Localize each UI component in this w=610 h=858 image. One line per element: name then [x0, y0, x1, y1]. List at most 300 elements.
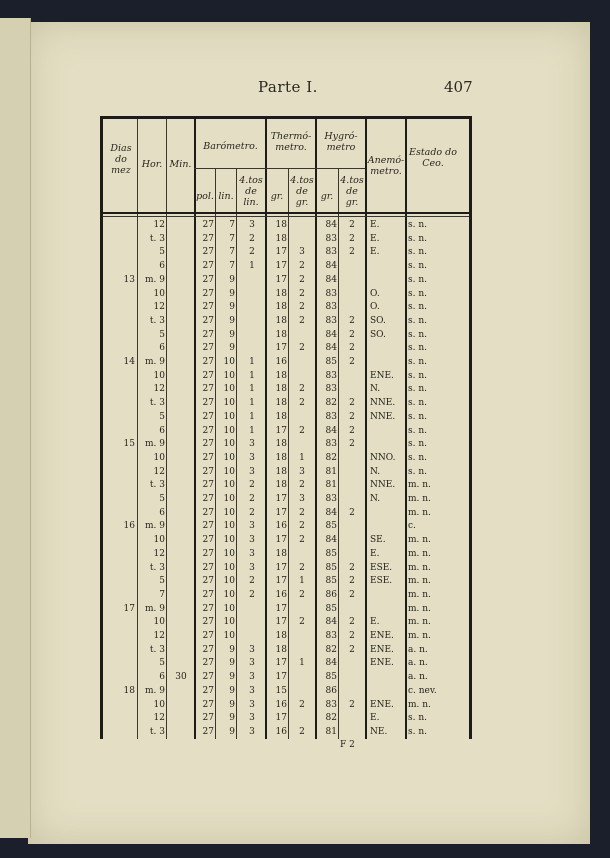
row-pol: 27: [202, 384, 214, 395]
row-hour: t. 3: [149, 562, 165, 573]
row-quartos-lin: 3: [249, 685, 255, 696]
row-hygro-quartos: 2: [349, 631, 355, 641]
subheader-gr-thermo: gr.: [270, 191, 284, 202]
row-thermo-gr: 18: [275, 288, 287, 299]
row-hygro-quartos: 2: [349, 425, 355, 436]
row-lin: 7: [229, 220, 235, 230]
row-thermo-gr: 17: [275, 617, 287, 628]
page-number: 407: [444, 78, 473, 96]
row-pol: 27: [202, 261, 214, 272]
row-quartos-lin: 2: [249, 480, 255, 491]
row-thermo-gr: 17: [275, 425, 287, 436]
row-quartos-lin: 3: [249, 439, 255, 450]
row-thermo-gr: 17: [275, 713, 287, 724]
row-thermo-quartos: 3: [299, 494, 305, 504]
row-hour: 6: [159, 343, 165, 354]
row-sky: s. n.: [408, 302, 427, 313]
row-sky: m. n.: [408, 617, 431, 628]
row-thermo-quartos: 2: [299, 302, 305, 313]
row-quartos-lin: 2: [249, 247, 255, 258]
row-thermo-quartos: 2: [299, 507, 305, 518]
row-hour: t. 3: [149, 480, 165, 491]
row-thermo-quartos: 2: [299, 562, 305, 573]
row-hour: m. 9: [145, 603, 165, 614]
row-pol: 27: [202, 576, 214, 587]
running-title: Parte I.: [258, 78, 318, 96]
row-hygro-gr: 85: [325, 672, 337, 683]
row-thermo-gr: 17: [275, 274, 287, 285]
row-sky: s. n.: [408, 398, 427, 409]
row-hour: 5: [159, 576, 165, 587]
row-quartos-lin: 2: [249, 589, 255, 600]
row-quartos-lin: 1: [249, 357, 255, 367]
row-sky: s. n.: [408, 466, 427, 477]
row-sky: s. n.: [408, 315, 427, 326]
row-pol: 27: [202, 439, 214, 450]
row-thermo-gr: 18: [275, 384, 287, 395]
row-quartos-lin: 3: [249, 521, 255, 532]
row-thermo-quartos: 1: [299, 452, 305, 463]
row-hygro-gr: 83: [325, 315, 337, 326]
row-pol: 27: [202, 548, 214, 559]
row-thermo-quartos: 2: [299, 288, 305, 299]
row-wind: NNE.: [370, 398, 396, 409]
row-thermo-gr: 17: [275, 672, 287, 683]
row-lin: 9: [229, 329, 235, 340]
row-thermo-quartos: 2: [299, 521, 305, 532]
row-thermo-gr: 18: [275, 315, 287, 326]
row-lin: 10: [223, 535, 235, 546]
weather-table: [100, 116, 472, 739]
row-lin: 10: [223, 589, 235, 600]
row-quartos-lin: 2: [249, 507, 255, 518]
row-lin: 9: [229, 274, 235, 285]
row-wind: ENE.: [370, 658, 394, 669]
row-sky: c.: [408, 521, 416, 532]
row-hour: 10: [153, 452, 165, 463]
row-sky: s. n.: [408, 288, 427, 299]
row-lin: 9: [229, 672, 235, 683]
row-hour: 5: [159, 411, 165, 422]
row-hygro-gr: 83: [325, 302, 337, 313]
row-pol: 27: [202, 466, 214, 477]
row-thermo-gr: 17: [275, 535, 287, 546]
row-lin: 9: [229, 685, 235, 696]
row-thermo-quartos: 2: [299, 384, 305, 395]
row-sky: a. n.: [408, 644, 428, 655]
row-wind: SO.: [370, 315, 386, 326]
row-hygro-quartos: 2: [349, 411, 355, 422]
row-hour: 12: [153, 384, 165, 395]
row-hygro-gr: 84: [325, 425, 337, 436]
rule: [103, 212, 469, 214]
row-quartos-lin: 3: [249, 562, 255, 573]
row-pol: 27: [202, 247, 214, 258]
row-minute: 30: [175, 672, 187, 683]
header-hor: Hor.: [141, 159, 163, 170]
rule: [103, 216, 469, 217]
row-wind: O.: [370, 288, 380, 299]
row-lin: 9: [229, 658, 235, 669]
row-wind: E.: [370, 220, 380, 230]
row-sky: s. n.: [408, 384, 427, 395]
row-wind: O.: [370, 302, 380, 313]
row-hour: t. 3: [149, 726, 165, 737]
row-thermo-gr: 17: [275, 562, 287, 573]
row-thermo-gr: 17: [275, 576, 287, 587]
header-dias: Dias do mez: [110, 143, 132, 176]
subheader-pol: pol.: [196, 191, 214, 202]
row-pol: 27: [202, 521, 214, 532]
row-thermo-gr: 15: [275, 685, 287, 696]
row-thermo-quartos: 2: [299, 274, 305, 285]
rule: [215, 169, 216, 739]
row-hygro-quartos: 2: [349, 398, 355, 409]
row-hygro-gr: 84: [325, 343, 337, 354]
row-pol: 27: [202, 343, 214, 354]
row-lin: 10: [223, 370, 235, 381]
row-quartos-lin: 3: [249, 644, 255, 655]
row-lin: 7: [229, 233, 235, 244]
row-hygro-gr: 84: [325, 274, 337, 285]
row-sky: s. n.: [408, 357, 427, 367]
row-quartos-lin: 2: [249, 494, 255, 504]
row-thermo-gr: 17: [275, 507, 287, 518]
row-sky: m. n.: [408, 480, 431, 491]
row-sky: m. n.: [408, 535, 431, 546]
row-thermo-gr: 17: [275, 343, 287, 354]
row-hour: 12: [153, 302, 165, 313]
row-sky: s. n.: [408, 452, 427, 463]
row-hour: 5: [159, 247, 165, 258]
row-day: 16: [123, 521, 135, 532]
row-hour: 10: [153, 617, 165, 628]
row-sky: m. n.: [408, 548, 431, 559]
row-hygro-quartos: 2: [349, 576, 355, 587]
rule: [338, 169, 339, 739]
row-hygro-quartos: 2: [349, 315, 355, 326]
row-hour: 12: [153, 466, 165, 477]
row-thermo-quartos: 2: [299, 480, 305, 491]
row-day: 13: [123, 274, 135, 285]
row-wind: E.: [370, 247, 380, 258]
row-hygro-gr: 83: [325, 384, 337, 395]
row-sky: s. n.: [408, 411, 427, 422]
row-pol: 27: [202, 589, 214, 600]
row-pol: 27: [202, 644, 214, 655]
row-thermo-quartos: 2: [299, 535, 305, 546]
row-hour: m. 9: [145, 685, 165, 696]
row-quartos-lin: 3: [249, 548, 255, 559]
row-hygro-gr: 84: [325, 261, 337, 272]
rule: [236, 169, 237, 739]
row-quartos-lin: 3: [249, 466, 255, 477]
row-hygro-quartos: 2: [349, 220, 355, 230]
row-thermo-gr: 16: [275, 357, 287, 367]
row-thermo-quartos: 2: [299, 617, 305, 628]
row-sky: a. n.: [408, 672, 428, 683]
row-hygro-quartos: 2: [349, 233, 355, 244]
row-hygro-gr: 83: [325, 288, 337, 299]
row-thermo-quartos: 3: [299, 466, 305, 477]
row-thermo-quartos: 1: [299, 576, 305, 587]
row-sky: m. n.: [408, 576, 431, 587]
row-wind: ESE.: [370, 562, 393, 573]
row-hygro-gr: 81: [325, 466, 337, 477]
row-hygro-gr: 85: [325, 548, 337, 559]
row-quartos-lin: 3: [249, 713, 255, 724]
row-lin: 10: [223, 357, 235, 367]
row-hour: t. 3: [149, 315, 165, 326]
printer-signature: F 2: [340, 740, 355, 750]
row-thermo-gr: 16: [275, 521, 287, 532]
row-hour: 10: [153, 535, 165, 546]
row-sky: s. n.: [408, 425, 427, 436]
row-thermo-quartos: 2: [299, 261, 305, 272]
row-hygro-quartos: 2: [349, 357, 355, 367]
row-hour: m. 9: [145, 274, 165, 285]
row-pol: 27: [202, 411, 214, 422]
row-hour: 5: [159, 658, 165, 669]
row-hygro-quartos: 2: [349, 247, 355, 258]
row-thermo-gr: 16: [275, 589, 287, 600]
row-lin: 10: [223, 521, 235, 532]
row-wind: ENE.: [370, 370, 394, 381]
row-lin: 10: [223, 507, 235, 518]
subheader-lin: lin.: [218, 191, 234, 202]
row-hour: t. 3: [149, 398, 165, 409]
row-thermo-quartos: 2: [299, 726, 305, 737]
row-lin: 9: [229, 343, 235, 354]
row-sky: s. n.: [408, 261, 427, 272]
row-sky: m. n.: [408, 494, 431, 504]
row-hour: 6: [159, 425, 165, 436]
row-quartos-lin: 3: [249, 672, 255, 683]
row-thermo-gr: 17: [275, 247, 287, 258]
row-thermo-quartos: 2: [299, 315, 305, 326]
row-wind: NNO.: [370, 452, 396, 463]
row-sky: s. n.: [408, 233, 427, 244]
subheader-quartos-lin: 4.tos de lin.: [239, 175, 263, 208]
row-hygro-gr: 81: [325, 480, 337, 491]
row-hygro-gr: 85: [325, 603, 337, 614]
row-lin: 9: [229, 726, 235, 737]
row-hour: 12: [153, 548, 165, 559]
row-lin: 10: [223, 425, 235, 436]
header-thermometro: Thermó- metro.: [270, 131, 312, 153]
row-hygro-gr: 81: [325, 726, 337, 737]
row-pol: 27: [202, 562, 214, 573]
row-quartos-lin: 1: [249, 398, 255, 409]
row-hour: 5: [159, 494, 165, 504]
row-hygro-gr: 85: [325, 562, 337, 573]
row-quartos-lin: 1: [249, 425, 255, 436]
row-pol: 27: [202, 726, 214, 737]
row-hour: 5: [159, 329, 165, 340]
row-quartos-lin: 1: [249, 411, 255, 422]
row-hour: t. 3: [149, 233, 165, 244]
row-hygro-gr: 82: [325, 644, 337, 655]
row-thermo-gr: 18: [275, 452, 287, 463]
subheader-gr-hygro: gr.: [320, 191, 334, 202]
row-pol: 27: [202, 452, 214, 463]
row-quartos-lin: 3: [249, 535, 255, 546]
row-hygro-quartos: 2: [349, 562, 355, 573]
row-pol: 27: [202, 535, 214, 546]
row-sky: s. n.: [408, 713, 427, 724]
row-thermo-gr: 18: [275, 329, 287, 340]
row-pol: 27: [202, 357, 214, 367]
row-hygro-gr: 83: [325, 411, 337, 422]
row-wind: SE.: [370, 535, 386, 546]
row-sky: m. n.: [408, 603, 431, 614]
row-day: 17: [123, 603, 135, 614]
row-wind: ESE.: [370, 576, 393, 587]
row-wind: NNE.: [370, 480, 396, 491]
row-hour: 12: [153, 713, 165, 724]
row-pol: 27: [202, 329, 214, 340]
row-hour: 7: [159, 589, 165, 600]
row-sky: s. n.: [408, 247, 427, 258]
row-sky: s. n.: [408, 329, 427, 340]
row-wind: N.: [370, 466, 381, 477]
row-thermo-gr: 16: [275, 699, 287, 710]
row-lin: 9: [229, 644, 235, 655]
row-sky: s. n.: [408, 370, 427, 381]
row-thermo-quartos: 2: [299, 425, 305, 436]
row-thermo-quartos: 2: [299, 589, 305, 600]
row-hygro-gr: 84: [325, 658, 337, 669]
row-pol: 27: [202, 370, 214, 381]
row-hygro-gr: 83: [325, 370, 337, 381]
row-hygro-quartos: 2: [349, 329, 355, 340]
row-hygro-quartos: 2: [349, 589, 355, 600]
row-wind: E.: [370, 233, 380, 244]
row-sky: m. n.: [408, 507, 431, 518]
row-lin: 10: [223, 631, 235, 641]
row-lin: 10: [223, 398, 235, 409]
row-lin: 9: [229, 713, 235, 724]
row-hygro-gr: 83: [325, 439, 337, 450]
row-hygro-gr: 86: [325, 589, 337, 600]
row-thermo-gr: 18: [275, 233, 287, 244]
row-quartos-lin: 3: [249, 726, 255, 737]
header-barometro: Barómetro.: [203, 141, 258, 152]
row-pol: 27: [202, 699, 214, 710]
row-thermo-quartos: 2: [299, 398, 305, 409]
row-wind: ENE.: [370, 699, 394, 710]
row-hygro-quartos: 2: [349, 699, 355, 710]
row-thermo-gr: 18: [275, 631, 287, 641]
row-wind: E.: [370, 548, 380, 559]
row-lin: 10: [223, 452, 235, 463]
row-quartos-lin: 2: [249, 576, 255, 587]
row-hour: 6: [159, 261, 165, 272]
row-thermo-gr: 17: [275, 658, 287, 669]
row-thermo-gr: 18: [275, 548, 287, 559]
row-thermo-gr: 18: [275, 220, 287, 230]
row-day: 14: [123, 357, 135, 367]
row-hour: 10: [153, 699, 165, 710]
row-wind: NE.: [370, 726, 388, 737]
row-lin: 9: [229, 288, 235, 299]
row-hygro-quartos: 2: [349, 644, 355, 655]
row-thermo-quartos: 2: [299, 699, 305, 710]
row-pol: 27: [202, 672, 214, 683]
row-sky: m. n.: [408, 589, 431, 600]
row-lin: 10: [223, 411, 235, 422]
row-lin: 10: [223, 494, 235, 504]
row-hour: t. 3: [149, 644, 165, 655]
row-pol: 27: [202, 315, 214, 326]
row-pol: 27: [202, 302, 214, 313]
row-thermo-gr: 18: [275, 302, 287, 313]
row-pol: 27: [202, 617, 214, 628]
row-hygro-quartos: 2: [349, 343, 355, 354]
row-wind: E.: [370, 713, 380, 724]
row-thermo-quartos: 1: [299, 658, 305, 669]
row-lin: 10: [223, 480, 235, 491]
row-hygro-gr: 84: [325, 507, 337, 518]
row-quartos-lin: 3: [249, 658, 255, 669]
row-lin: 10: [223, 548, 235, 559]
row-thermo-gr: 17: [275, 494, 287, 504]
row-lin: 9: [229, 699, 235, 710]
header-hygrometro: Hygró- metro: [324, 131, 358, 153]
row-lin: 10: [223, 384, 235, 395]
row-hour: 10: [153, 370, 165, 381]
row-lin: 9: [229, 315, 235, 326]
row-thermo-gr: 18: [275, 480, 287, 491]
row-pol: 27: [202, 220, 214, 230]
row-wind: N.: [370, 494, 381, 504]
row-pol: 27: [202, 494, 214, 504]
row-wind: ENE.: [370, 631, 394, 641]
row-day: 15: [123, 439, 135, 450]
row-lin: 10: [223, 617, 235, 628]
row-hour: 10: [153, 288, 165, 299]
row-sky: m. n.: [408, 562, 431, 573]
row-hygro-gr: 83: [325, 247, 337, 258]
row-quartos-lin: 3: [249, 220, 255, 230]
row-hygro-gr: 85: [325, 521, 337, 532]
row-pol: 27: [202, 233, 214, 244]
row-pol: 27: [202, 480, 214, 491]
row-pol: 27: [202, 288, 214, 299]
row-lin: 10: [223, 439, 235, 450]
row-pol: 27: [202, 274, 214, 285]
row-hygro-gr: 83: [325, 233, 337, 244]
row-quartos-lin: 1: [249, 370, 255, 381]
row-wind: ENE.: [370, 644, 394, 655]
row-thermo-quartos: 2: [299, 343, 305, 354]
row-sky: c. nev.: [408, 685, 437, 696]
row-quartos-lin: 1: [249, 384, 255, 395]
page-header: [0, 78, 610, 102]
row-wind: SO.: [370, 329, 386, 340]
row-sky: s. n.: [408, 274, 427, 285]
row-sky: s. n.: [408, 439, 427, 450]
row-thermo-gr: 18: [275, 439, 287, 450]
row-sky: a. n.: [408, 658, 428, 669]
row-lin: 9: [229, 302, 235, 313]
row-lin: 10: [223, 603, 235, 614]
row-hygro-gr: 82: [325, 398, 337, 409]
row-hygro-gr: 85: [325, 357, 337, 367]
row-wind: E.: [370, 617, 380, 628]
row-hour: 6: [159, 672, 165, 683]
row-quartos-lin: 2: [249, 233, 255, 244]
